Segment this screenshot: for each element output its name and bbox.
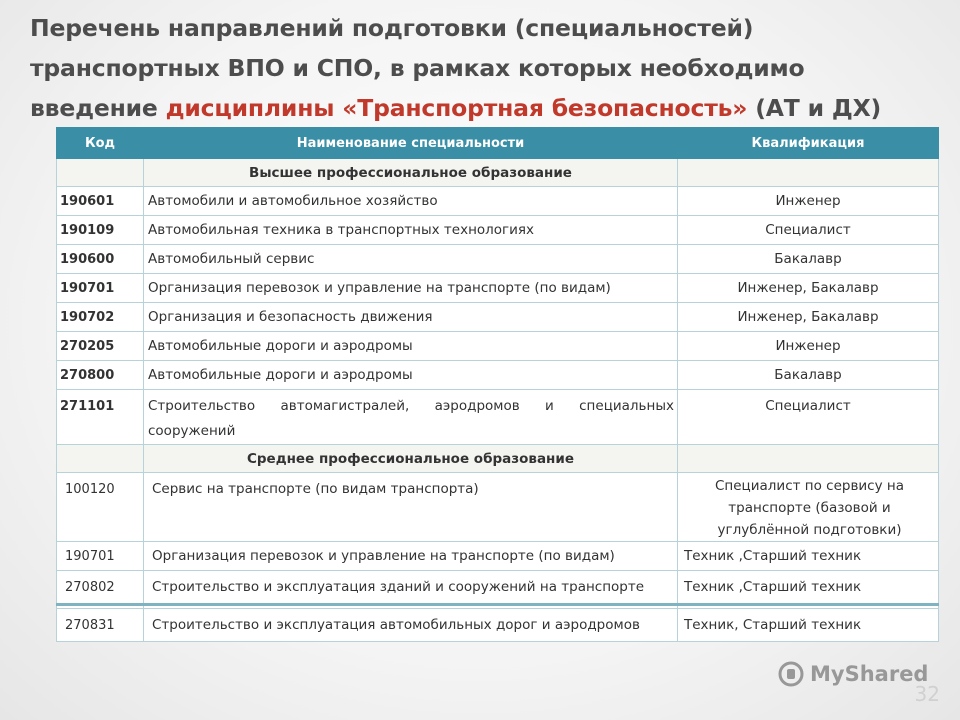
section-row-higher (57, 159, 939, 187)
row-code: 190701 (57, 274, 144, 303)
watermark-text: MyShared (810, 662, 929, 686)
row-qualification: Техник ,Старший техник (678, 542, 939, 571)
section-spacer (57, 445, 144, 473)
row-name: Строительство и эксплуатация зданий и сооружений на транспорте (144, 571, 678, 605)
header-name: Наименование специальности (144, 128, 678, 159)
row-qualification: Бакалавр (678, 245, 939, 274)
title-line-1: Перечень направлений подготовки (специальностей) (30, 14, 754, 42)
section-spacer (57, 159, 144, 187)
row-code: 190702 (57, 303, 144, 332)
row-qualification: Инженер (678, 332, 939, 361)
page-number: 32 (914, 682, 940, 706)
table-row (57, 332, 939, 361)
table-row (57, 245, 939, 274)
row-qualification: Инженер (678, 187, 939, 216)
row-code: 190701 (57, 542, 144, 571)
title-line-3 (30, 88, 940, 128)
section-spacer (678, 159, 939, 187)
section-row-secondary (57, 445, 939, 473)
table-row (57, 609, 939, 642)
table-row (57, 542, 939, 571)
row-name: Автомобильные дороги и аэродромы (144, 361, 678, 390)
row-code: 190601 (57, 187, 144, 216)
watermark (778, 660, 928, 688)
title-accent: дисциплины «Транспортная безопасность» (165, 94, 748, 122)
row-name: Организация перевозок и управление на транспорте (по видам) (144, 542, 678, 571)
table-row (57, 390, 939, 445)
row-name: Автомобили и автомобильное хозяйство (144, 187, 678, 216)
row-name: Строительство автомагистралей, аэродромов и специальных сооружений (144, 390, 678, 445)
title-line-3-prefix: введение (30, 94, 166, 122)
row-code: 100120 (57, 473, 144, 542)
row-name: Организация и безопасность движения (144, 303, 678, 332)
row-name: Строительство и эксплуатация автомобильных дорог и аэродромов (144, 609, 678, 642)
row-code: 190109 (57, 216, 144, 245)
row-qualification: Бакалавр (678, 361, 939, 390)
row-name: Автомобильные дороги и аэродромы (144, 332, 678, 361)
row-qualification: Инженер, Бакалавр (678, 274, 939, 303)
row-qualification: Техник ,Старший техник (678, 571, 939, 605)
row-qualification: Специалист (678, 216, 939, 245)
row-qualification: Техник, Старший техник (678, 609, 939, 642)
myshared-logo-icon (778, 661, 804, 687)
table-row (57, 571, 939, 605)
table-row (57, 361, 939, 390)
table-row (57, 473, 939, 542)
row-name: Автомобильная техника в транспортных технологиях (144, 216, 678, 245)
header-qualification: Квалификация (678, 128, 939, 159)
title-line-2: транспортных ВПО и СПО, в рамках которых необходимо (30, 54, 805, 82)
specialties-table (56, 127, 939, 642)
row-code: 271101 (57, 390, 144, 445)
slide-title (30, 8, 940, 128)
row-code: 270205 (57, 332, 144, 361)
table-row (57, 303, 939, 332)
section-spacer (678, 445, 939, 473)
row-name: Организация перевозок и управление на транспорте (по видам) (144, 274, 678, 303)
title-line-3-suffix: (АТ и ДХ) (747, 94, 882, 122)
row-qualification: Специалист по сервису на транспорте (базовой и углублённой подготовки) (678, 473, 939, 542)
row-qualification: Инженер, Бакалавр (678, 303, 939, 332)
row-code: 270802 (57, 571, 144, 605)
header-code: Код (57, 128, 144, 159)
table-row (57, 216, 939, 245)
section-title-higher: Высшее профессиональное образование (144, 159, 678, 187)
table-header-row (57, 128, 939, 159)
row-name: Автомобильный сервис (144, 245, 678, 274)
row-code: 270800 (57, 361, 144, 390)
row-code: 190600 (57, 245, 144, 274)
row-qualification: Специалист (678, 390, 939, 445)
table-row (57, 187, 939, 216)
section-title-secondary: Среднее профессиональное образование (144, 445, 678, 473)
row-name: Сервис на транспорте (по видам транспорта) (144, 473, 678, 542)
table-row (57, 274, 939, 303)
row-code: 270831 (57, 609, 144, 642)
